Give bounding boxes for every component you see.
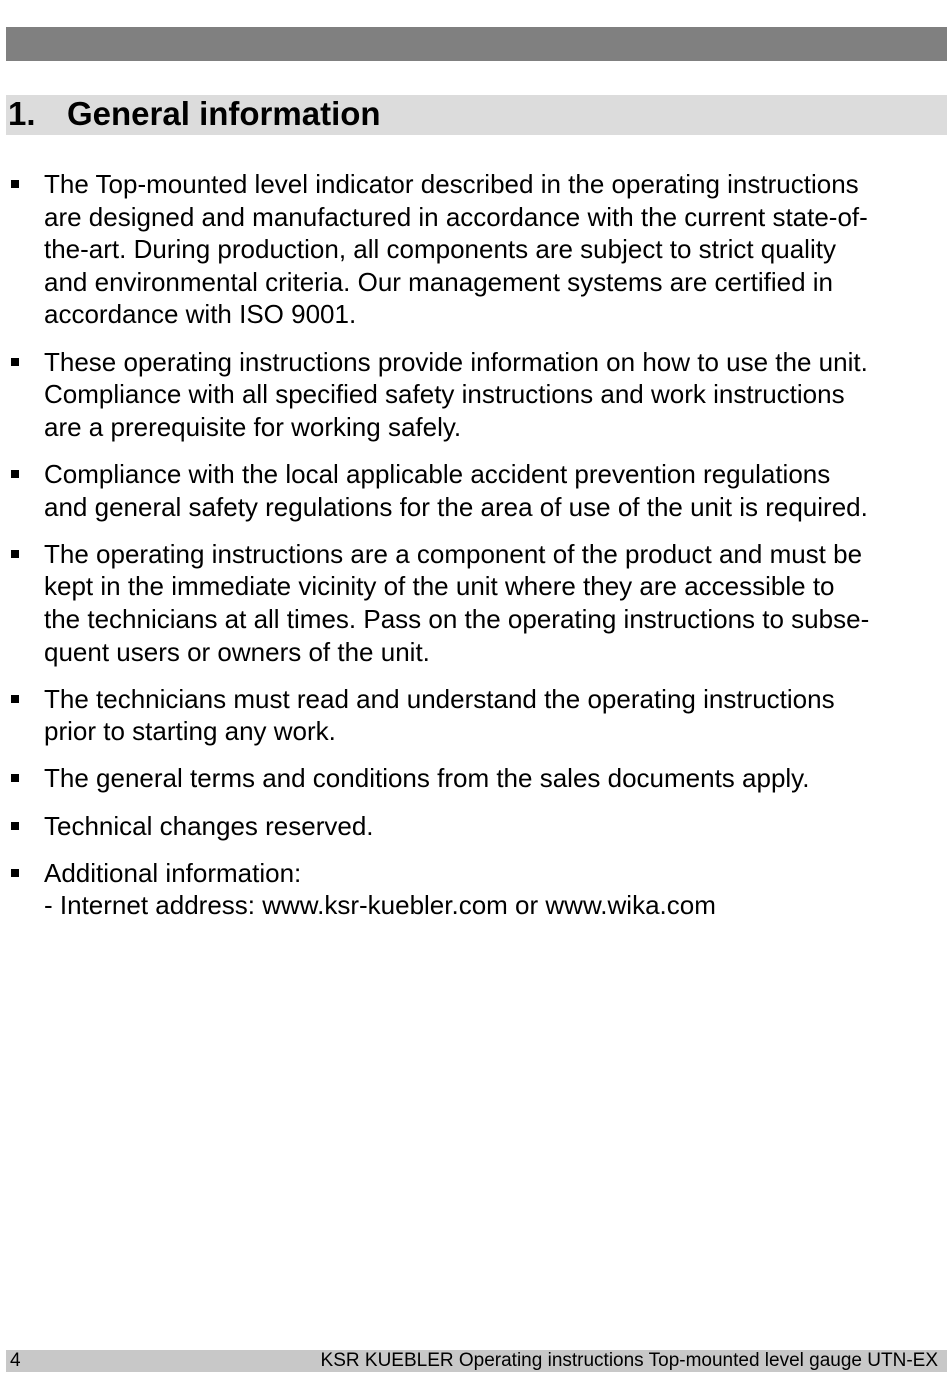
list-item-line: - Internet address: www.ksr-kuebler.com or www.wika.com [44, 890, 716, 921]
list-item-line: kept in the immediate vicinity of the unit where they are accessible to [44, 571, 835, 602]
list-item-line: Compliance with the local applicable accident prevention regulations [44, 458, 831, 489]
list-item-line: The operating instructions are a component of the product and must be [44, 538, 863, 569]
square-bullet-icon [11, 470, 19, 478]
square-bullet-icon [11, 695, 19, 703]
list-item [10, 683, 945, 748]
list-item-line: The technicians must read and understand the operating instructions [44, 683, 835, 714]
list-item-line: the-art. During production, all components are subject to strict quality [44, 234, 836, 265]
list-item-line: are a prerequisite for working safely. [44, 411, 462, 442]
list-item [10, 538, 945, 668]
square-bullet-icon [11, 774, 19, 782]
list-item-line: quent users or owners of the unit. [44, 636, 430, 667]
square-bullet-icon [11, 822, 19, 830]
footer-document-title: KSR KUEBLER Operating instructions Top-mounted level gauge UTN-EX [320, 1350, 938, 1371]
list-item-line: These operating instructions provide information on how to use the unit. [44, 346, 868, 377]
list-item-line: Compliance with all specified safety instructions and work instructions [44, 379, 845, 410]
square-bullet-icon [11, 869, 19, 877]
section-title: General information [67, 95, 381, 132]
list-item-line: the technicians at all times. Pass on the operating instructions to subse- [44, 603, 870, 634]
list-item [10, 810, 945, 843]
list-item-line: The Top-mounted level indicator described in the operating instructions [44, 169, 859, 199]
bullet-list [10, 168, 945, 937]
square-bullet-icon [11, 180, 19, 188]
list-item [10, 762, 945, 795]
list-item-line: accordance with ISO 9001. [44, 299, 357, 330]
list-item-line: The general terms and conditions from the sales documents apply. [44, 763, 810, 794]
list-item [10, 857, 945, 922]
list-item-line: are designed and manufactured in accordance with the current state-of- [44, 201, 868, 232]
list-item-line: Technical changes reserved. [44, 810, 374, 841]
list-item-line: and general safety regulations for the area of use of the unit is required. [44, 491, 868, 522]
list-item-line: Additional information: [44, 857, 302, 888]
list-item [10, 346, 945, 444]
header-bar [6, 27, 947, 61]
list-item-line: and environmental criteria. Our management systems are certified in [44, 266, 834, 297]
list-item [10, 168, 945, 331]
section-number: 1. [8, 95, 36, 132]
square-bullet-icon [11, 550, 19, 558]
list-item-line: prior to starting any work. [44, 716, 336, 747]
page-number: 4 [10, 1350, 21, 1371]
list-item [10, 458, 945, 523]
square-bullet-icon [11, 358, 19, 366]
